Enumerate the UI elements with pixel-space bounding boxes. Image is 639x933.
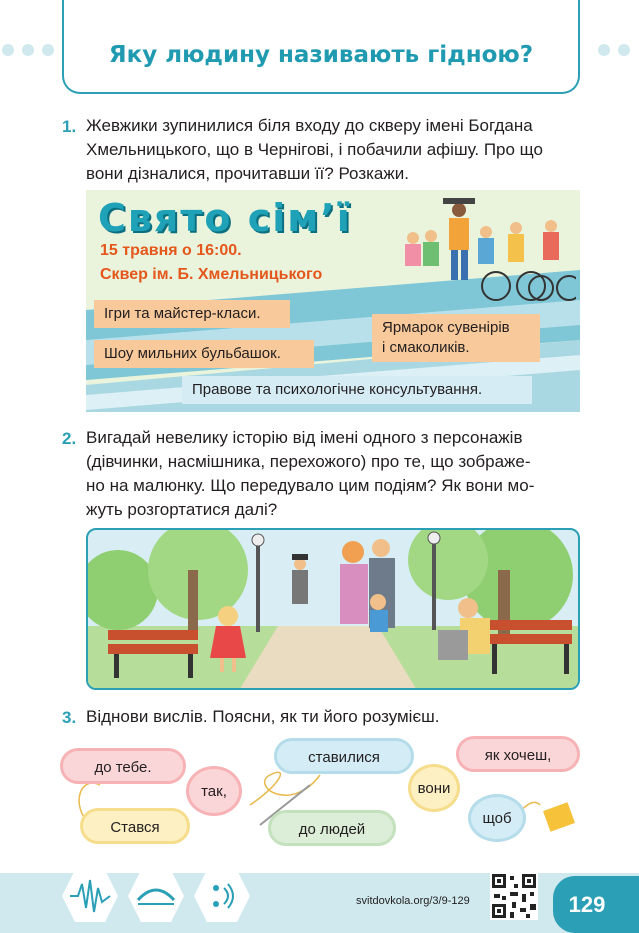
word-card[interactable]: так, [186,766,242,816]
task-2-text [86,426,534,522]
poster-place: Сквер ім. Б. Хмельницького [100,266,323,283]
page-number: 129 [568,892,606,917]
bridge-icon[interactable] [126,866,186,926]
poster-tag-fair-line: Ярмарок сувенірів [382,319,510,336]
page-number-badge [553,876,639,933]
page-title: Яку людину називають гідною? [108,42,534,68]
title-box [62,0,580,94]
sound-wave-icon[interactable] [60,866,120,926]
poster-tag-fair-line: і смаколиків. [382,339,470,356]
park-scene [88,530,580,690]
family-illustration [391,198,576,308]
task-1-line: Жевжики зупинилися біля входу до скверу імені Богдана [86,116,533,135]
task-2-line: жуть розгортатися далі? [86,500,278,519]
task-1-number: 1. [62,117,77,136]
word-card[interactable]: ставилися [274,738,414,774]
listen-icon[interactable] [192,866,252,926]
spool-icon [540,800,580,836]
task-1-line: Хмельницького, що в Чернігові, і побачили афішу. Про що [86,140,543,159]
word-card[interactable]: до тебе. [60,748,186,784]
poster-tag-bubbles: Шоу мильних бульбашок. [94,340,314,368]
poster-title: Свято сім’ї [98,196,352,240]
task-2-line: Вигадай невелику історію від імені одного з персонажів [86,428,523,447]
poster-tag-games: Ігри та майстер-класи. [94,300,290,328]
task-3-number: 3. [62,708,77,727]
poster-date: 15 травня о 16:00. [100,242,242,259]
word-card[interactable]: як хочеш, [456,736,580,772]
task-1-line: вони дізналися, прочитавши її? Розкажи. [86,164,409,183]
task-3-text: Віднови вислів. Поясни, як ти його розумієш. [86,707,440,726]
task-2-line: но на малюнку. Що передувало цим подіям? Як вони мо- [86,476,535,495]
poster-tag-consulting: Правове та психологічне консультування. [182,376,532,404]
word-card[interactable]: вони [408,764,460,812]
word-card[interactable]: щоб [468,794,526,842]
task-2-line: (дівчинки, насмішника, перехожого) про те, що зображе- [86,452,531,471]
footer-url[interactable]: svitdovkola.org/3/9-129 [356,895,470,907]
task-1-text [86,114,543,186]
word-card[interactable]: Стався [80,808,190,844]
festival-poster [86,190,580,412]
word-card[interactable]: до людей [268,810,396,846]
poster-tag-fair [372,314,540,362]
qr-code-icon[interactable] [490,872,538,920]
task-2-number: 2. [62,429,77,448]
park-illustration [86,528,580,690]
